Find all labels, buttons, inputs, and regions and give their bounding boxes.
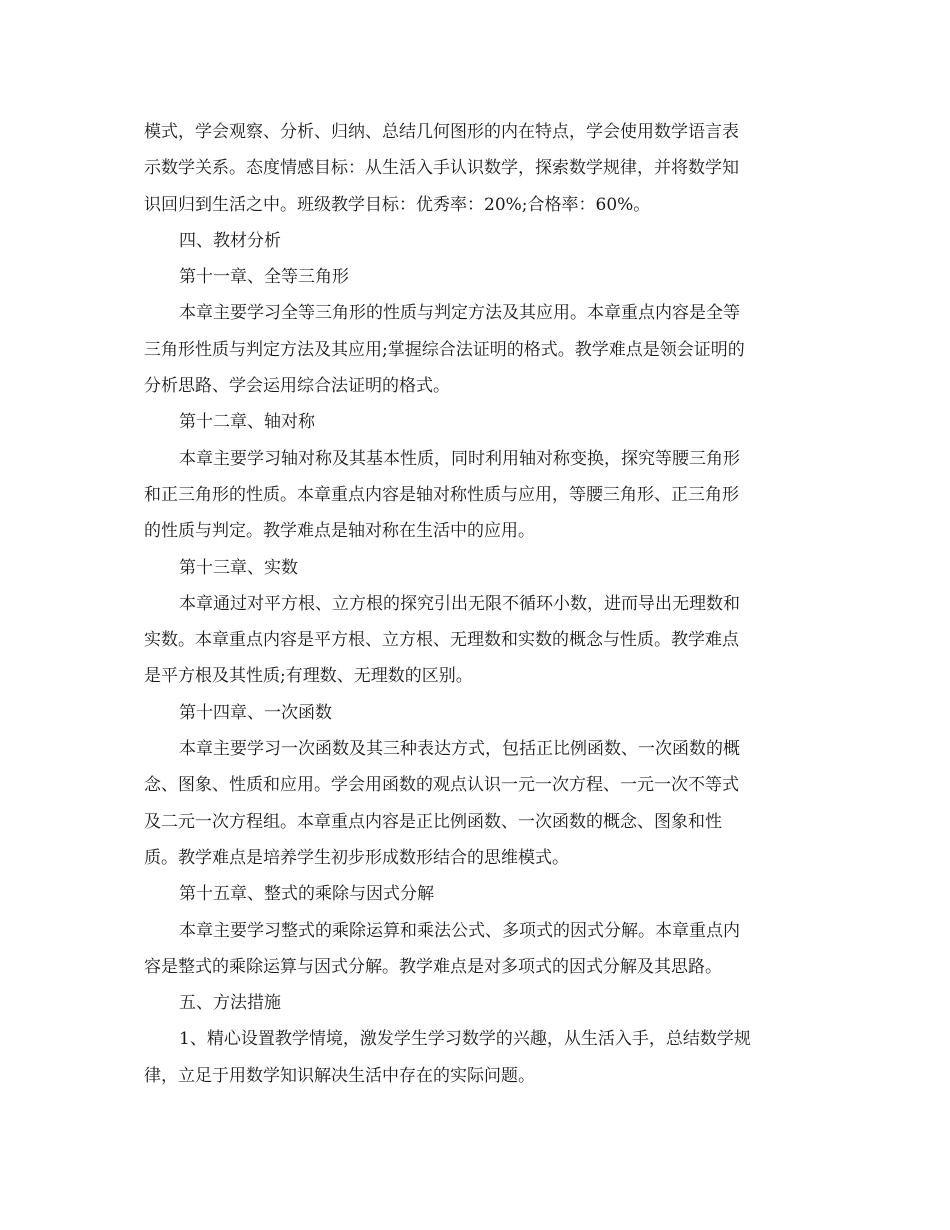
chapter-heading: 第十三章、实数 (179, 557, 298, 578)
section-heading: 五、方法措施 (179, 993, 281, 1014)
text-line: 1、精心设置教学情境，激发学生学习数学的兴趣，从生活入手，总结数学规 (179, 1029, 751, 1050)
section-heading: 四、教材分析 (179, 230, 281, 251)
text-line: 实数。本章重点内容是平方根、立方根、无理数和实数的概念与性质。教学难点 (144, 630, 739, 651)
text-line: 念、图象、性质和应用。学会用函数的观点认识一元一次方程、一元一次不等式 (144, 775, 739, 796)
text-line: 本章主要学习全等三角形的性质与判定方法及其应用。本章重点内容是全等 (179, 303, 740, 324)
document-page (144, 114, 808, 1094)
text-line: 分析思路、学会运用综合法证明的格式。 (144, 376, 450, 397)
text-line: 识回归到生活之中。班级教学目标：优秀率：20%;合格率：60%。 (144, 194, 651, 215)
text-line: 示数学关系。态度情感目标：从生活入手认识数学，探索数学规律，并将数学知 (144, 158, 739, 179)
text-line: 本章主要学习整式的乘除运算和乘法公式、多项式的因式分解。本章重点内 (179, 920, 740, 941)
text-line: 本章主要学习轴对称及其基本性质，同时利用轴对称变换，探究等腰三角形 (179, 448, 740, 469)
text-line: 本章通过对平方根、立方根的探究引出无限不循环小数，进而导出无理数和 (179, 593, 740, 614)
chapter-heading: 第十四章、一次函数 (179, 702, 332, 723)
chapter-heading: 第十二章、轴对称 (179, 412, 315, 433)
text-line: 本章主要学习一次函数及其三种表达方式，包括正比例函数、一次函数的概 (179, 739, 740, 760)
text-line: 及二元一次方程组。本章重点内容是正比例函数、一次函数的概念、图象和性 (144, 811, 722, 832)
text-line: 三角形性质与判定方法及其应用;掌握综合法证明的格式。教学难点是领会证明的 (144, 339, 745, 360)
chapter-heading: 第十一章、全等三角形 (179, 267, 349, 288)
text-line: 和正三角形的性质。本章重点内容是轴对称性质与应用，等腰三角形、正三角形 (144, 484, 739, 505)
text-line: 是平方根及其性质;有理数、无理数的区别。 (144, 666, 473, 687)
text-line: 的性质与判定。教学难点是轴对称在生活中的应用。 (144, 521, 535, 542)
text-line: 模式，学会观察、分析、归纳、总结几何图形的内在特点，学会使用数学语言表 (144, 122, 739, 142)
text-line: 容是整式的乘除运算与因式分解。教学难点是对多项式的因式分解及其思路。 (144, 956, 722, 977)
text-line: 律，立足于用数学知识解决生活中存在的实际问题。 (144, 1065, 535, 1086)
text-line: 质。教学难点是培养学生初步形成数形结合的思维模式。 (144, 847, 569, 868)
chapter-heading: 第十五章、整式的乘除与因式分解 (179, 884, 434, 905)
